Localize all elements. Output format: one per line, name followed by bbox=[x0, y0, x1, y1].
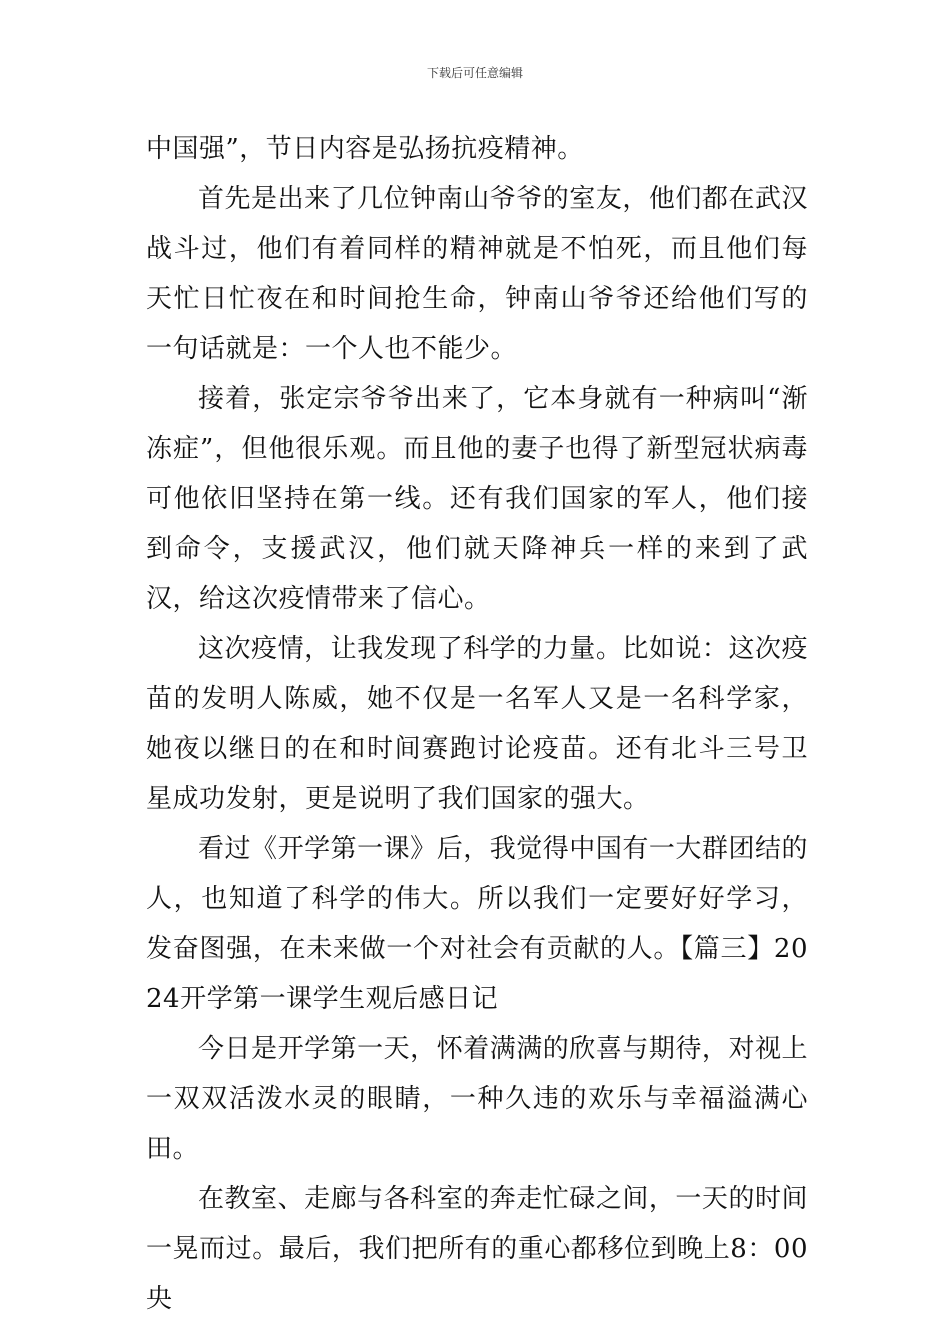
paragraph: 中国强”，节日内容是弘扬抗疫精神。 bbox=[146, 134, 584, 164]
paragraph: 在教室、走廊与各科室的奔走忙碌之间，一天的时间一晃而过。最后，我们把所有的重心都移位到晚上8：00央 bbox=[146, 1184, 808, 1314]
paragraph: 首先是出来了几位钟南山爷爷的室友，他们都在武汉战斗过，他们有着同样的精神就是不怕死，而且他们每天忙日忙夜在和时间抢生命，钟南山爷爷还给他们写的一句话就是：一个人也不能少。 bbox=[146, 184, 808, 364]
paragraph: 今日是开学第一天，怀着满满的欣喜与期待，对视上一双双活泼水灵的眼睛，一种久违的欢乐与幸福溢满心田。 bbox=[146, 1034, 808, 1164]
document-body bbox=[146, 124, 808, 1324]
paragraph: 这次疫情，让我发现了科学的力量。比如说：这次疫苗的发明人陈威，她不仅是一名军人又是一名科学家，她夜以继日的在和时间赛跑讨论疫苗。还有北斗三号卫星成功发射，更是说明了我们国家的强大。 bbox=[146, 634, 808, 814]
paragraph: 看过《开学第一课》后，我觉得中国有一大群团结的人，也知道了科学的伟大。所以我们一定要好好学习，发奋图强，在未来做一个对社会有贡献的人。【篇三】2024开学第一课学生观后感日记 bbox=[146, 834, 808, 1014]
page-header: 下载后可任意编辑 bbox=[426, 66, 523, 80]
paragraph: 接着，张定宗爷爷出来了，它本身就有一种病叫“渐冻症”，但他很乐观。而且他的妻子也得了新型冠状病毒可他依旧坚持在第一线。还有我们国家的军人，他们接到命令，支援武汉，他们就天降神兵一样的来到了武汉，给这次疫情带来了信心。 bbox=[146, 384, 808, 614]
